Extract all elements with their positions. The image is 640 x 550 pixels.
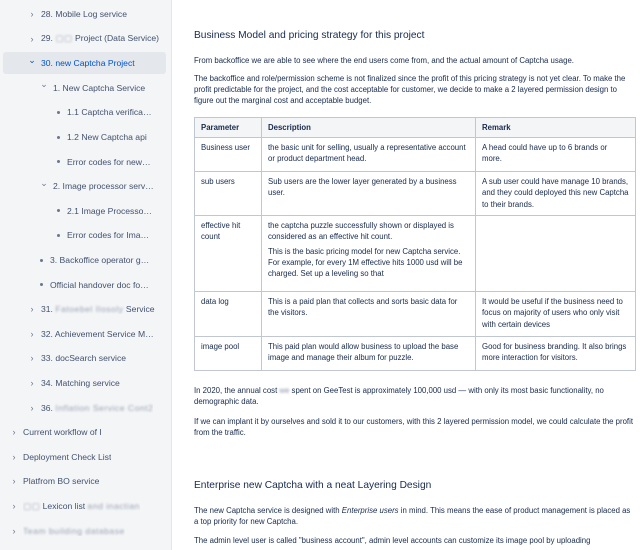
- paragraph-enterprise: [194, 505, 634, 527]
- cell-parameter: image pool: [195, 337, 262, 371]
- sidebar-item-label: ▢▢ Lexicon list and inactian: [23, 500, 140, 511]
- cell-text: This is a paid plan that collects and sorts basic data for the visitors.: [268, 297, 458, 318]
- sidebar-item[interactable]: [3, 52, 166, 74]
- chevron-down-icon[interactable]: ⌄: [40, 177, 48, 188]
- sidebar-item-label: 31. Fatoebel Ilosoly Service: [41, 304, 155, 315]
- chevron-right-icon[interactable]: ›: [30, 33, 34, 44]
- paragraph: From backoffice we are able to see where the end users come from, and the actual amount of Captcha usage.: [194, 56, 574, 65]
- bullet-icon: [57, 111, 60, 114]
- chevron-down-icon[interactable]: ⌄: [28, 54, 36, 65]
- text-run: in mind. This means the ease of product management is placed as a top priority for new Captcha.: [194, 506, 631, 527]
- chevron-right-icon[interactable]: ›: [30, 378, 34, 388]
- sidebar-item-label: 2. Image processor serv…: [53, 181, 154, 192]
- cell-remark: A sub user could have manage 10 brands, and they could deployed this new Captcha to their brands.: [476, 172, 636, 216]
- chevron-right-icon[interactable]: ›: [12, 501, 16, 511]
- table-header-row: [195, 118, 636, 138]
- paragraph: The admin level user is called "business account", admin level accounts can customize its image pool by uploading: [194, 536, 591, 545]
- sidebar-item-label: 1.1 Captcha verifica…: [67, 107, 152, 118]
- sidebar-item[interactable]: [0, 101, 170, 123]
- sidebar-item-label: 2.1 Image Processo…: [67, 205, 153, 216]
- chevron-down-icon[interactable]: ⌄: [40, 79, 48, 90]
- sidebar-item-label: 28. Mobile Log service: [41, 9, 127, 19]
- chevron-right-icon[interactable]: ›: [12, 525, 16, 536]
- sidebar-item[interactable]: [0, 470, 170, 492]
- paragraph: The backoffice and role/permission scheme is not finalized since the profit of this pricing strategy is not yet clear. To make the profit predictable for the project, and the cost acceptable for customer, we decide to make a 2 layered permission design to figure out the marginal cost and acceptable budget.: [194, 74, 626, 106]
- sidebar-item[interactable]: [0, 397, 170, 419]
- cell-parameter: data log: [195, 292, 262, 337]
- text-run: In 2020, the annual cost: [194, 386, 280, 395]
- sidebar-item-label: Current workflow of I: [23, 427, 102, 438]
- sidebar-item-label: 36. Inflation Service Cont2: [41, 402, 154, 413]
- sidebar-item-label: Platfrom BO service: [23, 476, 100, 487]
- sidebar-item[interactable]: [0, 298, 170, 320]
- table-row: [195, 138, 636, 172]
- chevron-right-icon[interactable]: ›: [12, 476, 16, 487]
- table-row: [195, 216, 636, 292]
- sidebar-item-label: Team building database: [23, 525, 125, 536]
- cell-description: [262, 172, 476, 216]
- sidebar-item-label: Error codes for new…: [67, 156, 151, 167]
- table-row: [195, 292, 636, 337]
- cell-text: This is the basic pricing model for new Captcha service. For example, for every 1M effective hits 1000 usd will be charged. Set up a leveling so that: [268, 246, 463, 279]
- bullet-icon: [57, 234, 60, 237]
- cell-text: This paid plan would allow business to upload the base image and manage their album for puzzle.: [268, 342, 459, 363]
- chevron-right-icon[interactable]: ›: [30, 9, 34, 19]
- chevron-right-icon[interactable]: ›: [12, 427, 16, 438]
- cell-remark: A head could have up to 6 brands or more.: [476, 138, 636, 172]
- cell-text: Sub users are the lower layer generated by a business user.: [268, 177, 457, 198]
- bullet-icon: [57, 209, 60, 212]
- table-row: [195, 337, 636, 371]
- page-content: [180, 0, 640, 550]
- sidebar-item[interactable]: [0, 151, 170, 173]
- sidebar-item[interactable]: [0, 249, 170, 271]
- sidebar-item[interactable]: [0, 77, 170, 99]
- sidebar-item[interactable]: [0, 495, 170, 517]
- cell-text: the captcha puzzle successfully shown or displayed is considered as an effective hit count.: [268, 221, 454, 242]
- column-header: Remark: [476, 118, 636, 138]
- sidebar-item-label: 1.2 New Captcha api: [67, 132, 147, 142]
- section-title-enterprise: Enterprise new Captcha with a neat Layering Design: [194, 480, 432, 491]
- sidebar-item[interactable]: [0, 28, 170, 50]
- cell-description: [262, 337, 476, 371]
- column-header: Parameter: [195, 118, 262, 138]
- sidebar-item[interactable]: [0, 372, 170, 394]
- column-header: Description: [262, 118, 476, 138]
- cell-description: [262, 292, 476, 337]
- sidebar-item[interactable]: [0, 3, 170, 25]
- sidebar-item-label: 30. new Captcha Project: [41, 58, 135, 69]
- cell-parameter: sub users: [195, 172, 262, 216]
- sidebar-item[interactable]: [0, 446, 170, 468]
- cell-parameter: Business user: [195, 138, 262, 172]
- sidebar-item[interactable]: [0, 520, 170, 542]
- cell-remark: [476, 216, 636, 292]
- sidebar-item[interactable]: [0, 421, 170, 443]
- sidebar-item-label: Error codes for Ima…: [67, 230, 150, 241]
- text-run: spent on GeeTest is approximately 100,000 usd — with only its most basic functionality, no demographic data.: [194, 386, 604, 407]
- cell-remark: Good for business branding. It also brings more interaction for visitors.: [476, 337, 636, 371]
- sidebar-item[interactable]: [0, 126, 170, 148]
- cell-description: [262, 216, 476, 292]
- sidebar-item-label: Deployment Check List: [23, 451, 112, 462]
- cell-description: [262, 138, 476, 172]
- chevron-right-icon[interactable]: ›: [30, 304, 34, 315]
- pricing-table: [194, 117, 636, 371]
- chevron-right-icon[interactable]: ›: [30, 353, 34, 364]
- emphasis-text: Enterprise users: [341, 506, 399, 515]
- chevron-right-icon[interactable]: ›: [30, 328, 34, 339]
- cell-remark: It would be useful if the business need to focus on majority of users who only visit with certain devices: [476, 292, 636, 337]
- table-row: [195, 172, 636, 216]
- sidebar-item-label: 33. docSearch service: [41, 353, 127, 364]
- section-title-business-model: Business Model and pricing strategy for this project: [194, 30, 425, 41]
- bullet-icon: [40, 259, 43, 262]
- sidebar-item-label: 3. Backoffice operator g…: [50, 255, 150, 265]
- sidebar-item[interactable]: [0, 274, 170, 296]
- sidebar-item-label: 1. New Captcha Service: [53, 82, 146, 93]
- sidebar-item[interactable]: [0, 200, 170, 222]
- sidebar-item-label: 34. Matching service: [41, 378, 120, 388]
- bullet-icon: [57, 136, 60, 139]
- bullet-icon: [57, 160, 60, 163]
- sidebar-item[interactable]: [0, 347, 170, 369]
- sidebar-item-label: 32. Achievement Service M…: [41, 328, 154, 339]
- chevron-right-icon[interactable]: ›: [12, 451, 16, 462]
- bullet-icon: [40, 283, 43, 286]
- paragraph: If we can implant it by ourselves and sold it to our customers, with this 2 layered permission model, we could calculate the profit from the traffic.: [194, 417, 633, 438]
- cell-text: the basic unit for selling, usually a representative account or product department head.: [268, 143, 466, 164]
- page-tree-sidebar: [0, 0, 172, 550]
- sidebar-item[interactable]: [0, 175, 170, 197]
- redacted-word: we: [279, 386, 290, 395]
- text-run: The new Captcha service is designed with: [194, 506, 342, 515]
- sidebar-item[interactable]: [0, 224, 170, 246]
- sidebar-item[interactable]: [0, 323, 170, 345]
- paragraph-annual-cost: [194, 385, 634, 407]
- sidebar-item-label: Official handover doc fo…: [50, 279, 149, 290]
- sidebar-item-label: 29. ▢▢ Project (Data Service): [41, 33, 160, 44]
- chevron-right-icon[interactable]: ›: [30, 402, 34, 413]
- cell-parameter: effective hit count: [195, 216, 262, 292]
